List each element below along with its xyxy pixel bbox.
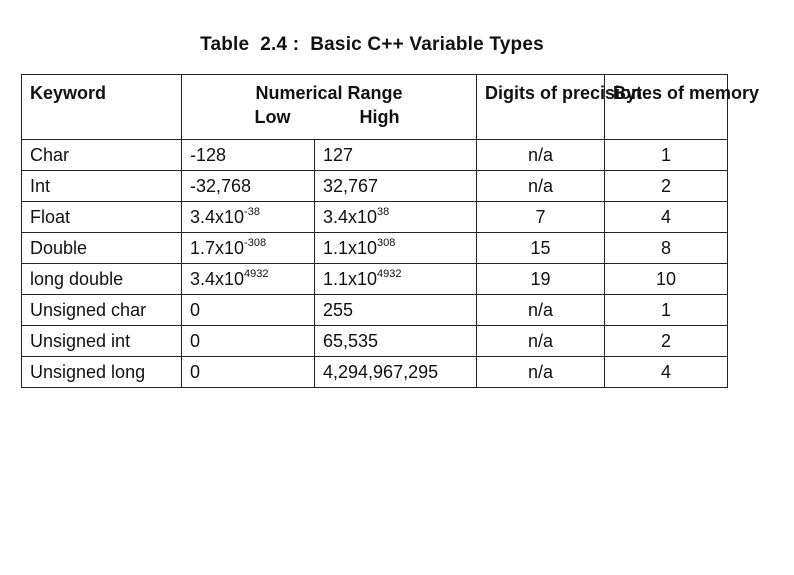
high-exponent: 38: [377, 205, 390, 218]
low-value: -128: [190, 144, 227, 165]
low-cell: [182, 233, 315, 264]
low-value: 3.4x10: [190, 268, 245, 289]
low-cell: [182, 357, 315, 388]
variable-types-table: [21, 74, 760, 388]
digits-cell: n/a: [477, 171, 605, 202]
bytes-cell: 2: [605, 171, 728, 202]
low-value: 0: [190, 361, 201, 382]
table-row: [22, 326, 728, 357]
bytes-cell: 1: [605, 140, 728, 171]
table-title: Table 2.4 : Basic C++ Variable Types: [200, 34, 544, 55]
keyword-cell: Double: [22, 233, 182, 264]
digits-cell: n/a: [477, 357, 605, 388]
high-value: 255: [323, 299, 354, 320]
header-row: [22, 75, 728, 140]
low-cell: [182, 295, 315, 326]
low-value: 0: [190, 330, 201, 351]
digits-cell: n/a: [477, 140, 605, 171]
header-range-subheaders: [190, 105, 468, 129]
high-cell: [315, 326, 477, 357]
high-exponent: 4932: [377, 267, 402, 280]
header-low: Low: [254, 107, 291, 127]
bytes-cell: 1: [605, 295, 728, 326]
table-row: [22, 357, 728, 388]
low-value: 0: [190, 299, 201, 320]
bytes-cell: 4: [605, 202, 728, 233]
keyword-cell: Char: [22, 140, 182, 171]
low-cell: [182, 264, 315, 295]
table-header: [22, 75, 760, 140]
header-range-label: Numerical Range: [255, 83, 403, 103]
high-cell: [315, 171, 477, 202]
high-cell: [315, 140, 477, 171]
header-high: High: [359, 107, 400, 127]
low-cell: [182, 202, 315, 233]
digits-cell: n/a: [477, 295, 605, 326]
low-cell: [182, 140, 315, 171]
high-value: 65,535: [323, 330, 379, 351]
digits-cell: 7: [477, 202, 605, 233]
low-exponent: 4932: [244, 267, 269, 280]
table-row: [22, 295, 728, 326]
high-value: 3.4x10: [323, 206, 378, 227]
keyword-cell: Unsigned long: [22, 357, 182, 388]
high-cell: [315, 295, 477, 326]
low-value: 1.7x10: [190, 237, 245, 258]
low-cell: [182, 326, 315, 357]
table-body: [22, 140, 728, 388]
high-cell: [315, 233, 477, 264]
table-row: [22, 264, 728, 295]
header-keyword: Keyword: [22, 75, 182, 140]
header-digits-of-precision: Digits of precision: [477, 75, 605, 140]
header-numerical-range: [182, 75, 477, 140]
digits-cell: 19: [477, 264, 605, 295]
high-value: 127: [323, 144, 354, 165]
digits-cell: 15: [477, 233, 605, 264]
digits-cell: n/a: [477, 326, 605, 357]
keyword-cell: Unsigned int: [22, 326, 182, 357]
table-row: [22, 202, 728, 233]
table-row: [22, 171, 728, 202]
bytes-cell: 8: [605, 233, 728, 264]
high-cell: [315, 202, 477, 233]
header-bytes-of-memory: Bytes of memory: [605, 75, 728, 140]
high-value: 4,294,967,295: [323, 361, 439, 382]
high-exponent: 308: [377, 236, 396, 249]
high-value: 1.1x10: [323, 237, 378, 258]
table-row: [22, 140, 728, 171]
high-cell: [315, 264, 477, 295]
keyword-cell: Float: [22, 202, 182, 233]
bytes-cell: 4: [605, 357, 728, 388]
high-value: 1.1x10: [323, 268, 378, 289]
keyword-cell: Int: [22, 171, 182, 202]
keyword-cell: long double: [22, 264, 182, 295]
bytes-cell: 2: [605, 326, 728, 357]
low-exponent: -38: [244, 205, 260, 218]
high-cell: [315, 357, 477, 388]
keyword-cell: Unsigned char: [22, 295, 182, 326]
low-exponent: -308: [244, 236, 267, 249]
low-value: -32,768: [190, 175, 252, 196]
high-value: 32,767: [323, 175, 379, 196]
table-row: [22, 233, 728, 264]
low-cell: [182, 171, 315, 202]
bytes-cell: 10: [605, 264, 728, 295]
low-value: 3.4x10: [190, 206, 245, 227]
